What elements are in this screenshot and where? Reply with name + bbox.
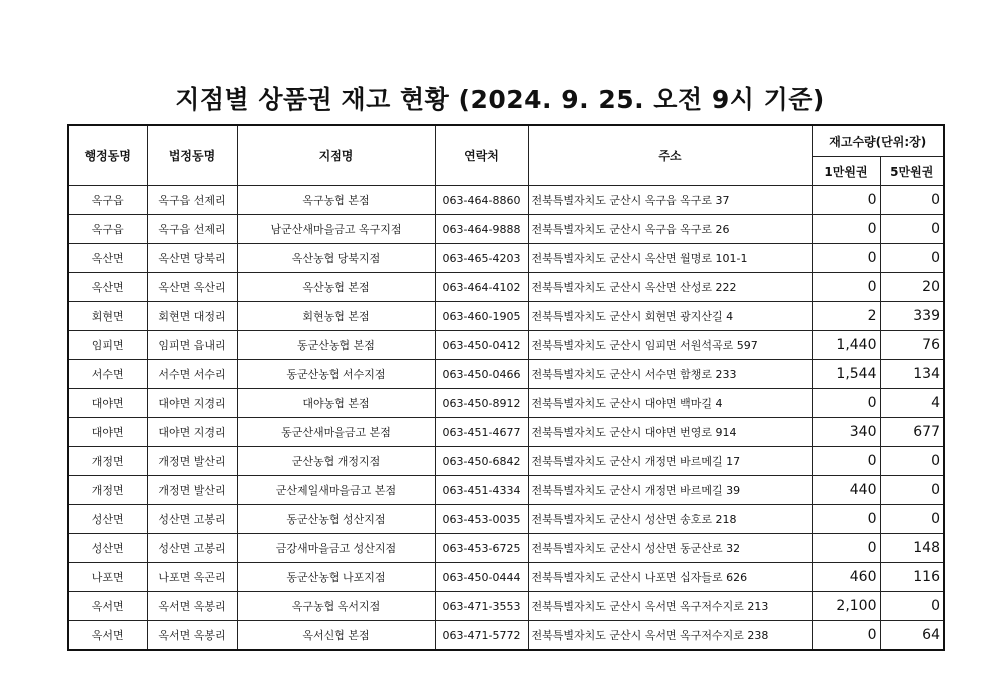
- cell-50k: 0: [880, 186, 944, 215]
- cell-50k: 64: [880, 621, 944, 651]
- table-row: [68, 534, 944, 563]
- cell-contact: 063-450-8912: [435, 389, 528, 418]
- cell-admin-dong: 옥서면: [68, 621, 147, 651]
- cell-branch: 옥서신협 본점: [237, 621, 435, 651]
- cell-contact: 063-464-8860: [435, 186, 528, 215]
- cell-address: 전북특별자치도 군산시 성산면 동군산로 32: [528, 534, 812, 563]
- cell-legal-dong: 옥산면 옥산리: [147, 273, 237, 302]
- cell-50k: 0: [880, 447, 944, 476]
- inventory-table: [67, 124, 945, 651]
- table-row: [68, 360, 944, 389]
- table-row: [68, 389, 944, 418]
- table-row: [68, 215, 944, 244]
- cell-legal-dong: 나포면 옥곤리: [147, 563, 237, 592]
- cell-contact: 063-471-5772: [435, 621, 528, 651]
- cell-branch: 남군산새마을금고 옥구지점: [237, 215, 435, 244]
- cell-legal-dong: 옥구읍 선제리: [147, 215, 237, 244]
- cell-admin-dong: 옥산면: [68, 273, 147, 302]
- cell-admin-dong: 성산면: [68, 534, 147, 563]
- cell-branch: 동군산농협 서수지점: [237, 360, 435, 389]
- cell-contact: 063-450-0412: [435, 331, 528, 360]
- cell-10k: 0: [812, 244, 880, 273]
- table-row: [68, 273, 944, 302]
- cell-branch: 동군산농협 성산지점: [237, 505, 435, 534]
- cell-admin-dong: 대야면: [68, 418, 147, 447]
- cell-legal-dong: 임피면 읍내리: [147, 331, 237, 360]
- cell-legal-dong: 성산면 고봉리: [147, 534, 237, 563]
- cell-50k: 339: [880, 302, 944, 331]
- table-row: [68, 302, 944, 331]
- cell-legal-dong: 옥서면 옥봉리: [147, 621, 237, 651]
- cell-50k: 0: [880, 592, 944, 621]
- table-row: [68, 563, 944, 592]
- cell-admin-dong: 성산면: [68, 505, 147, 534]
- cell-address: 전북특별자치도 군산시 성산면 송호로 218: [528, 505, 812, 534]
- cell-admin-dong: 임피면: [68, 331, 147, 360]
- cell-50k: 677: [880, 418, 944, 447]
- cell-50k: 0: [880, 244, 944, 273]
- cell-admin-dong: 옥구읍: [68, 215, 147, 244]
- cell-50k: 76: [880, 331, 944, 360]
- cell-branch: 동군산농협 본점: [237, 331, 435, 360]
- header-50k: 5만원권: [880, 157, 944, 186]
- cell-50k: 116: [880, 563, 944, 592]
- cell-legal-dong: 회현면 대정리: [147, 302, 237, 331]
- cell-contact: 063-451-4334: [435, 476, 528, 505]
- cell-legal-dong: 개정면 발산리: [147, 447, 237, 476]
- cell-address: 전북특별자치도 군산시 옥산면 산성로 222: [528, 273, 812, 302]
- cell-contact: 063-460-1905: [435, 302, 528, 331]
- cell-branch: 옥구농협 본점: [237, 186, 435, 215]
- table-row: [68, 621, 944, 651]
- cell-address: 전북특별자치도 군산시 개정면 바르메길 17: [528, 447, 812, 476]
- cell-address: 전북특별자치도 군산시 서수면 함챙로 233: [528, 360, 812, 389]
- cell-branch: 동군산새마을금고 본점: [237, 418, 435, 447]
- cell-address: 전북특별자치도 군산시 옥서면 옥구저수지로 238: [528, 621, 812, 651]
- page-title: 지점별 상품권 재고 현황 (2024. 9. 25. 오전 9시 기준): [175, 85, 825, 114]
- cell-admin-dong: 옥구읍: [68, 186, 147, 215]
- header-address: 주소: [528, 125, 812, 186]
- cell-10k: 1,440: [812, 331, 880, 360]
- cell-admin-dong: 개정면: [68, 447, 147, 476]
- cell-50k: 0: [880, 215, 944, 244]
- cell-legal-dong: 대야면 지경리: [147, 418, 237, 447]
- cell-address: 전북특별자치도 군산시 개정면 바르메길 39: [528, 476, 812, 505]
- cell-contact: 063-464-9888: [435, 215, 528, 244]
- cell-branch: 대야농협 본점: [237, 389, 435, 418]
- cell-legal-dong: 개정면 발산리: [147, 476, 237, 505]
- cell-legal-dong: 성산면 고봉리: [147, 505, 237, 534]
- table-row: [68, 476, 944, 505]
- cell-50k: 0: [880, 476, 944, 505]
- cell-contact: 063-464-4102: [435, 273, 528, 302]
- cell-branch: 금강새마을금고 성산지점: [237, 534, 435, 563]
- cell-10k: 460: [812, 563, 880, 592]
- cell-branch: 회현농협 본점: [237, 302, 435, 331]
- cell-legal-dong: 대야면 지경리: [147, 389, 237, 418]
- cell-10k: 0: [812, 273, 880, 302]
- header-branch: 지점명: [237, 125, 435, 186]
- cell-address: 전북특별자치도 군산시 옥구읍 옥구로 37: [528, 186, 812, 215]
- cell-branch: 옥산농협 본점: [237, 273, 435, 302]
- cell-admin-dong: 대야면: [68, 389, 147, 418]
- cell-contact: 063-451-4677: [435, 418, 528, 447]
- cell-contact: 063-453-6725: [435, 534, 528, 563]
- cell-10k: 0: [812, 389, 880, 418]
- cell-10k: 2: [812, 302, 880, 331]
- cell-legal-dong: 서수면 서수리: [147, 360, 237, 389]
- header-admin-dong: 행정동명: [68, 125, 147, 186]
- table-row: [68, 244, 944, 273]
- cell-contact: 063-450-6842: [435, 447, 528, 476]
- table-row: [68, 186, 944, 215]
- cell-admin-dong: 나포면: [68, 563, 147, 592]
- cell-10k: 440: [812, 476, 880, 505]
- cell-contact: 063-450-0444: [435, 563, 528, 592]
- cell-contact: 063-453-0035: [435, 505, 528, 534]
- cell-10k: 340: [812, 418, 880, 447]
- cell-50k: 148: [880, 534, 944, 563]
- cell-legal-dong: 옥구읍 선제리: [147, 186, 237, 215]
- cell-50k: 4: [880, 389, 944, 418]
- table-row: [68, 447, 944, 476]
- cell-address: 전북특별자치도 군산시 회현면 광지산길 4: [528, 302, 812, 331]
- cell-branch: 옥구농협 옥서지점: [237, 592, 435, 621]
- cell-branch: 동군산농협 나포지점: [237, 563, 435, 592]
- cell-contact: 063-465-4203: [435, 244, 528, 273]
- cell-10k: 0: [812, 621, 880, 651]
- cell-10k: 0: [812, 186, 880, 215]
- cell-branch: 군산제일새마을금고 본점: [237, 476, 435, 505]
- header-10k: 1만원권: [812, 157, 880, 186]
- header-stock: 재고수량(단위:장): [812, 125, 944, 157]
- header-contact: 연락처: [435, 125, 528, 186]
- cell-branch: 군산농협 개정지점: [237, 447, 435, 476]
- cell-10k: 0: [812, 505, 880, 534]
- cell-50k: 0: [880, 505, 944, 534]
- cell-10k: 0: [812, 215, 880, 244]
- cell-50k: 20: [880, 273, 944, 302]
- cell-address: 전북특별자치도 군산시 대야면 번영로 914: [528, 418, 812, 447]
- cell-admin-dong: 옥산면: [68, 244, 147, 273]
- cell-10k: 0: [812, 447, 880, 476]
- cell-admin-dong: 회현면: [68, 302, 147, 331]
- cell-contact: 063-471-3553: [435, 592, 528, 621]
- table-row: [68, 331, 944, 360]
- cell-10k: 0: [812, 534, 880, 563]
- table-row: [68, 592, 944, 621]
- cell-10k: 1,544: [812, 360, 880, 389]
- cell-contact: 063-450-0466: [435, 360, 528, 389]
- cell-admin-dong: 서수면: [68, 360, 147, 389]
- cell-legal-dong: 옥산면 당북리: [147, 244, 237, 273]
- table-row: [68, 505, 944, 534]
- cell-legal-dong: 옥서면 옥봉리: [147, 592, 237, 621]
- cell-admin-dong: 옥서면: [68, 592, 147, 621]
- cell-address: 전북특별자치도 군산시 나포면 십자들로 626: [528, 563, 812, 592]
- table-row: [68, 418, 944, 447]
- cell-address: 전북특별자치도 군산시 옥서면 옥구저수지로 213: [528, 592, 812, 621]
- cell-50k: 134: [880, 360, 944, 389]
- cell-address: 전북특별자치도 군산시 옥산면 월명로 101-1: [528, 244, 812, 273]
- cell-address: 전북특별자치도 군산시 임피면 서원석곡로 597: [528, 331, 812, 360]
- table-body: [68, 186, 944, 651]
- cell-address: 전북특별자치도 군산시 옥구읍 옥구로 26: [528, 215, 812, 244]
- cell-10k: 2,100: [812, 592, 880, 621]
- header-legal-dong: 법정동명: [147, 125, 237, 186]
- cell-branch: 옥산농협 당북지점: [237, 244, 435, 273]
- cell-address: 전북특별자치도 군산시 대야면 백마길 4: [528, 389, 812, 418]
- cell-admin-dong: 개정면: [68, 476, 147, 505]
